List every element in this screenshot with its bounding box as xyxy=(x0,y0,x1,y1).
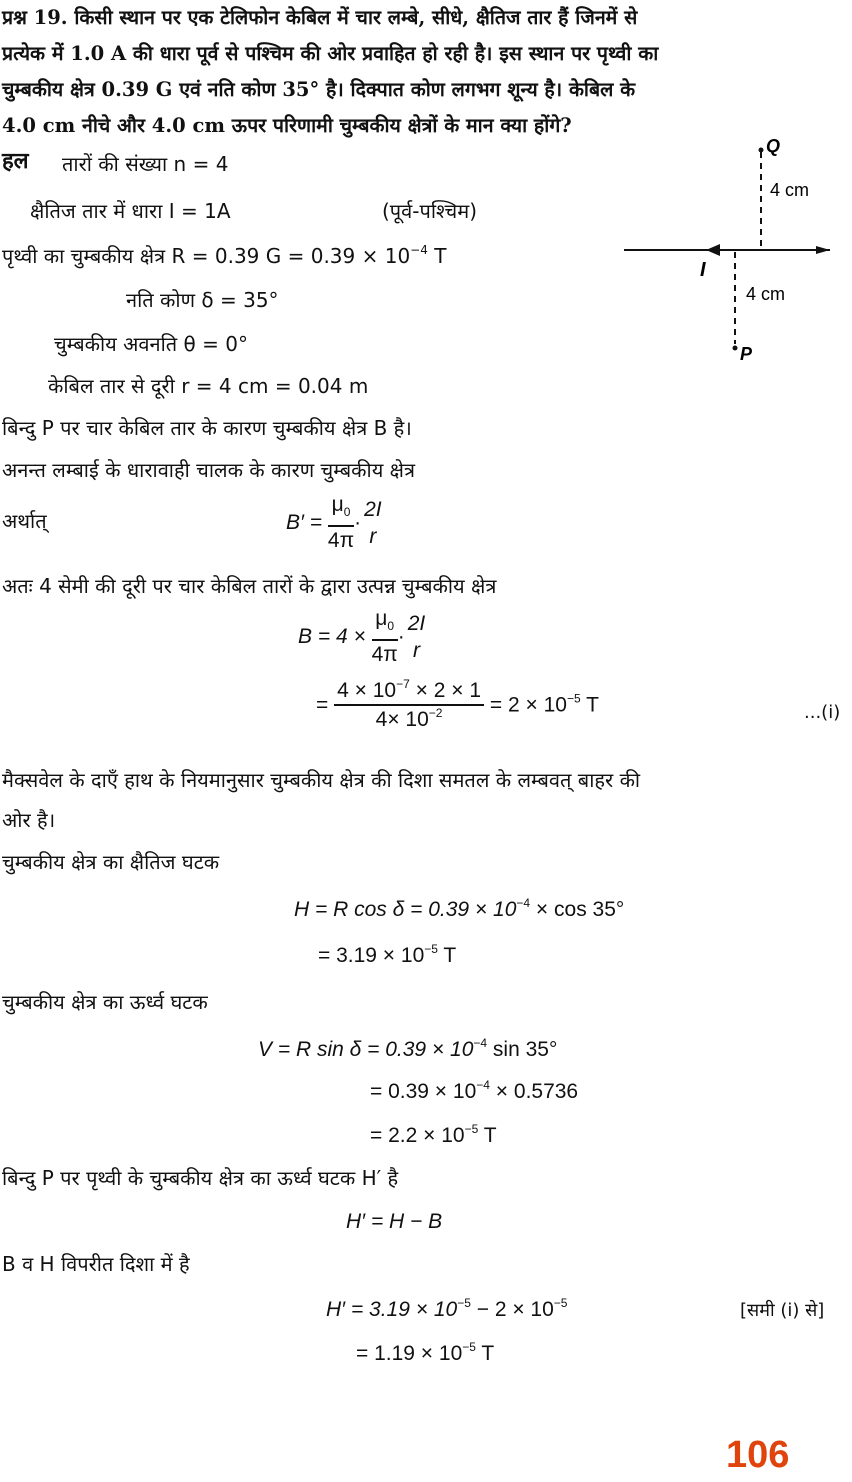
label-lower-distance: 4 cm xyxy=(746,284,786,304)
text-opposite-direction: B व H विपरीत दिशा में है xyxy=(2,1252,190,1276)
equation-v-3: = $2.2 \times 10^{-5}$ T xyxy=(370,1122,497,1147)
equation-b-four-wires: B = 4 × $\frac{\mu_0}{4\pi}$ · 2I r xyxy=(298,607,426,667)
equation-tag-i: ...(i) xyxy=(804,702,841,723)
vertical-dashed-line xyxy=(736,150,760,346)
text-vertical-component: चुम्बकीय क्षेत्र का ऊर्ध्व घटक xyxy=(2,990,208,1014)
equation-reference-tag: [समी (i) से] xyxy=(740,1300,825,1321)
given-current: क्षैतिज तार में धारा I = 1A xyxy=(30,199,231,223)
label-q: Q xyxy=(766,136,781,156)
text-horizontal-component: चुम्बकीय क्षेत्र का क्षैतिज घटक xyxy=(2,850,220,874)
solution-heading: हल xyxy=(2,149,29,174)
text-maxwell-line-1: मैक्सवेल के दाएँ हाथ के नियमानुसार चुम्बकीय क्षेत्र की दिशा समतल के लम्बवत् बाहर की xyxy=(2,768,641,792)
cable-diagram xyxy=(620,130,840,370)
equation-b-value: = $\frac{4 \times 10^{-7} \times 2 \times 1}{4\times 10^{-2}}$ = $2 \times 10^{-5}$ T xyxy=(316,677,599,731)
label-upper-distance: 4 cm xyxy=(770,180,810,200)
question-line-2: प्रत्येक में 1.0 A की धारा पूर्व से पश्चिम की ओर प्रवाहित हो रही है। इस स्थान पर पृथ्वी का xyxy=(2,42,659,65)
equation-v-2: = $0.39 \times 10^{-4} \times 0.5736$ xyxy=(370,1078,579,1103)
point-q-dot xyxy=(759,148,764,153)
text-point-p: बिन्दु P पर चार केबिल तार के कारण चुम्बकीय क्षेत्र B है। xyxy=(2,416,412,440)
label-p: P xyxy=(740,344,753,364)
point-p-dot xyxy=(733,346,738,351)
text-arthat: अर्थात् xyxy=(2,509,47,533)
given-wires: तारों की संख्या n = 4 xyxy=(62,152,229,176)
text-point-p-vertical: बिन्दु P पर पृथ्वी के चुम्बकीय क्षेत्र का ऊर्ध्व घटक H′ है xyxy=(2,1166,399,1190)
question-line-4: 4.0 cm नीचे और 4.0 cm ऊपर परिणामी चुम्बकीय क्षेत्रों के मान क्या होंगे? xyxy=(2,114,572,137)
equation-h-2: = $3.19 \times 10^{-5}$ T xyxy=(318,942,457,967)
text-maxwell-line-2: ओर है। xyxy=(2,808,56,832)
current-arrow-left xyxy=(706,244,720,256)
current-arrow-right xyxy=(816,246,830,254)
given-distance: केबिल तार से दूरी r = 4 cm = 0.04 m xyxy=(48,374,369,398)
equation-h-1: H = R $\cos \delta = 0.39 \times 10^{-4} \times \cos 35^\circ$ xyxy=(294,896,625,921)
given-dip-angle: नति कोण δ = 35° xyxy=(126,288,279,312)
equation-b-prime: B′ = $\frac{\mu_0}{4\pi}$ · 2I r xyxy=(286,493,382,553)
given-current-direction: (पूर्व-पश्चिम) xyxy=(382,199,478,223)
given-declination: चुम्बकीय अवनति θ = 0° xyxy=(54,332,248,356)
equation-h-prime-value-1: $H' = 3.19 \times 10^{-5} - 2 \times 10^{-5}$ xyxy=(326,1296,568,1321)
question-line-3: चुम्बकीय क्षेत्र 0.39 G एवं नति कोण 35° है। दिक्पात कोण लगभग शून्य है। केबिल के xyxy=(2,78,636,101)
equation-h-prime: H′ = H − B xyxy=(346,1210,443,1233)
equation-v-1: V = R $\sin \delta = 0.39 \times 10^{-4}$ sin 35° xyxy=(258,1036,558,1061)
question-line-1: प्रश्न 19. किसी स्थान पर एक टेलिफोन केबिल में चार लम्बे, सीधे, क्षैतिज तार हैं जिनमें से xyxy=(2,6,638,29)
text-field-at-4cm: अतः 4 सेमी की दूरी पर चार केबिल तारों के द्वारा उत्पन्न चुम्बकीय क्षेत्र xyxy=(2,574,497,598)
given-earth-field: पृथ्वी का चुम्बकीय क्षेत्र R = 0.39 $G = 0.39 \times 10^{-4}$ T xyxy=(2,243,447,268)
page-number: 106 xyxy=(726,1434,790,1476)
label-current-i: I xyxy=(700,259,706,281)
text-infinite-conductor: अनन्त लम्बाई के धारावाही चालक के कारण चुम्बकीय क्षेत्र xyxy=(2,458,416,482)
equation-h-prime-value-2: = $1.19 \times 10^{-5}$ T xyxy=(356,1340,495,1365)
